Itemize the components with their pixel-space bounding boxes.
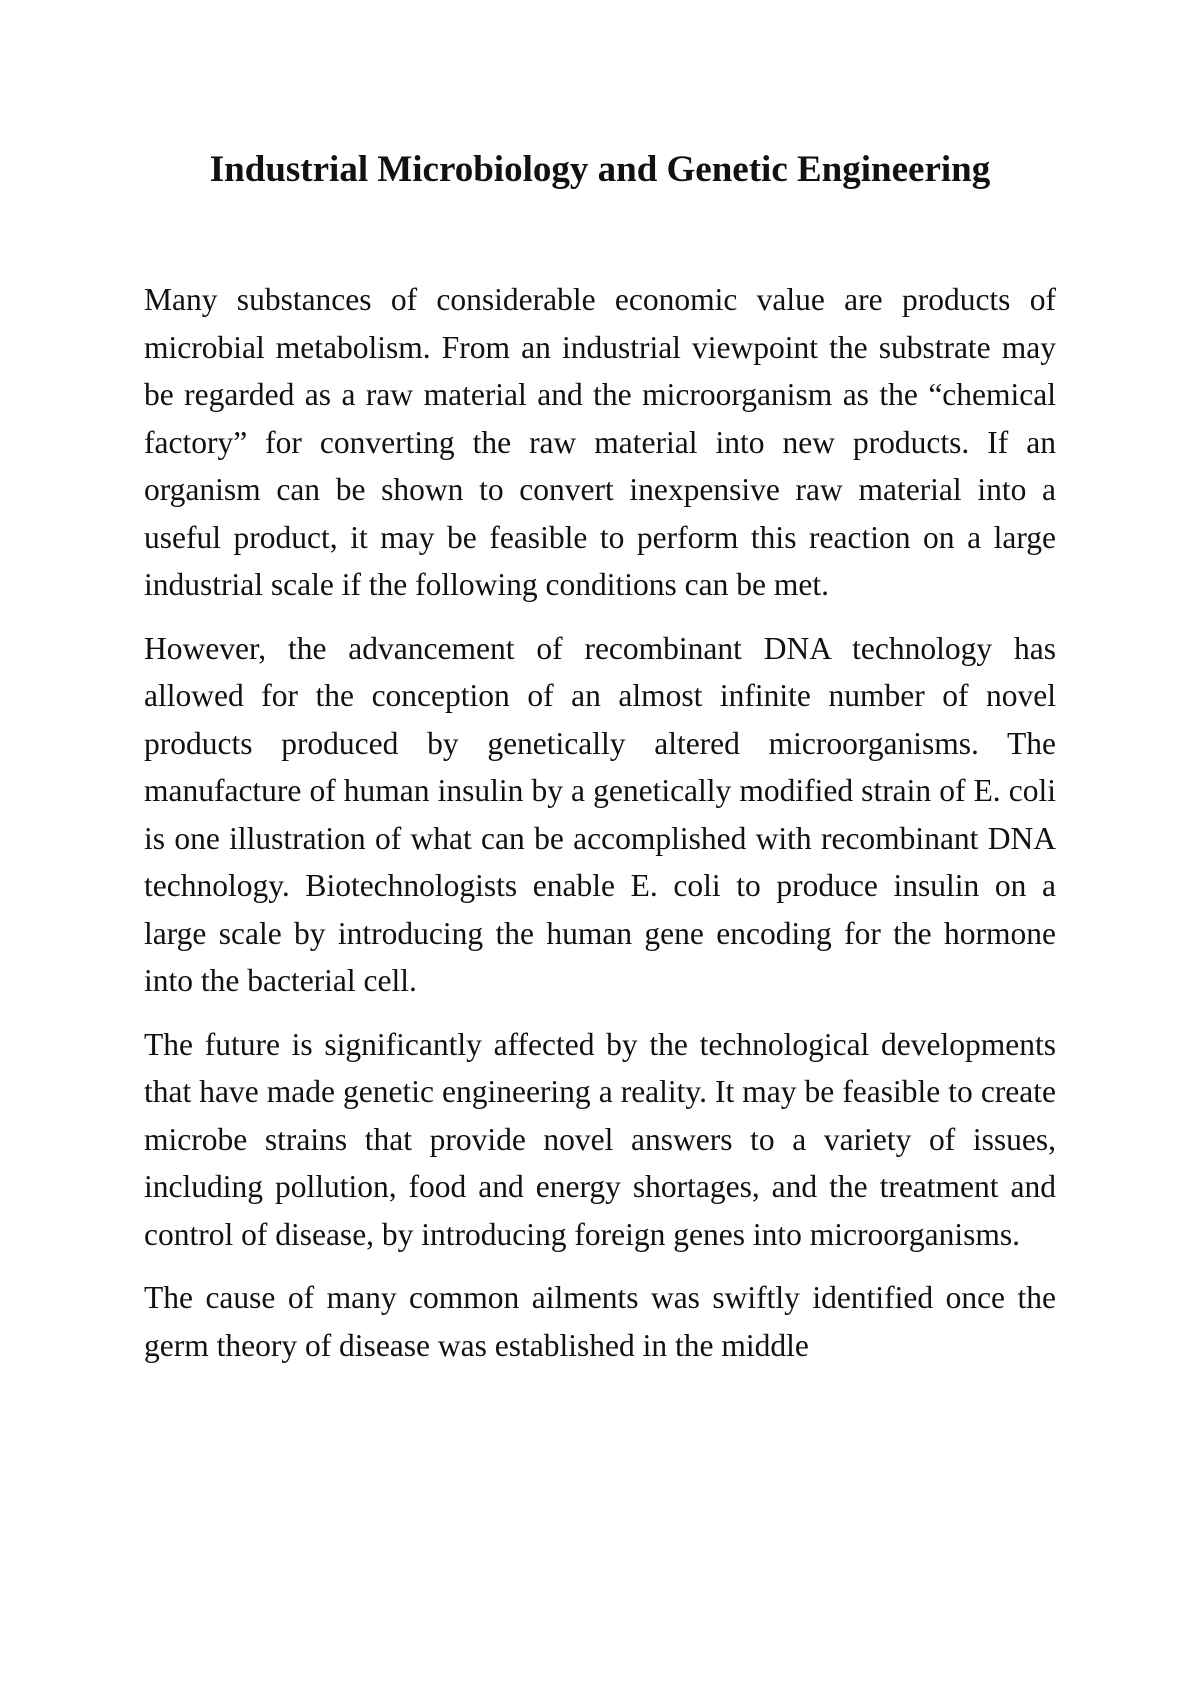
- paragraph-2: However, the advancement of recombinant DNA technology has allowed for the conception of an almost infinite number of novel products produced by genetically altered microorganisms. The manufacture of human insulin by a genetically modified strain of E. coli is one illustration of what can be accomplished with recombinant DNA technology. Biotechnologists enable E. coli to produce insulin on a large scale by introducing the human gene encoding for the hormone into the bacterial cell.: [144, 630, 1056, 998]
- document-title: Industrial Microbiology and Genetic Engineering: [209, 149, 991, 190]
- paragraph-4: The cause of many common ailments was swiftly identified once the germ theory of disease was established in the middle: [144, 1280, 1056, 1363]
- paragraph-1: Many substances of considerable economic value are products of microbial metabolism. From an industrial viewpoint the substrate may be regarded as a raw material and the microorganism as the “chemical factory” for converting the raw material into new products. If an organism can be shown to convert inexpensive raw material into a useful product, it may be feasible to perform this reaction on a large industrial scale if the following conditions can be met.: [144, 282, 1056, 602]
- document-body: [144, 276, 1056, 1385]
- paragraph-3: The future is significantly affected by the technological developments that have made genetic engineering a reality. It may be feasible to create microbe strains that provide novel answers to a variety of issues, including pollution, food and energy shortages, and the treatment and control of disease, by introducing foreign genes into microorganisms.: [144, 1026, 1056, 1252]
